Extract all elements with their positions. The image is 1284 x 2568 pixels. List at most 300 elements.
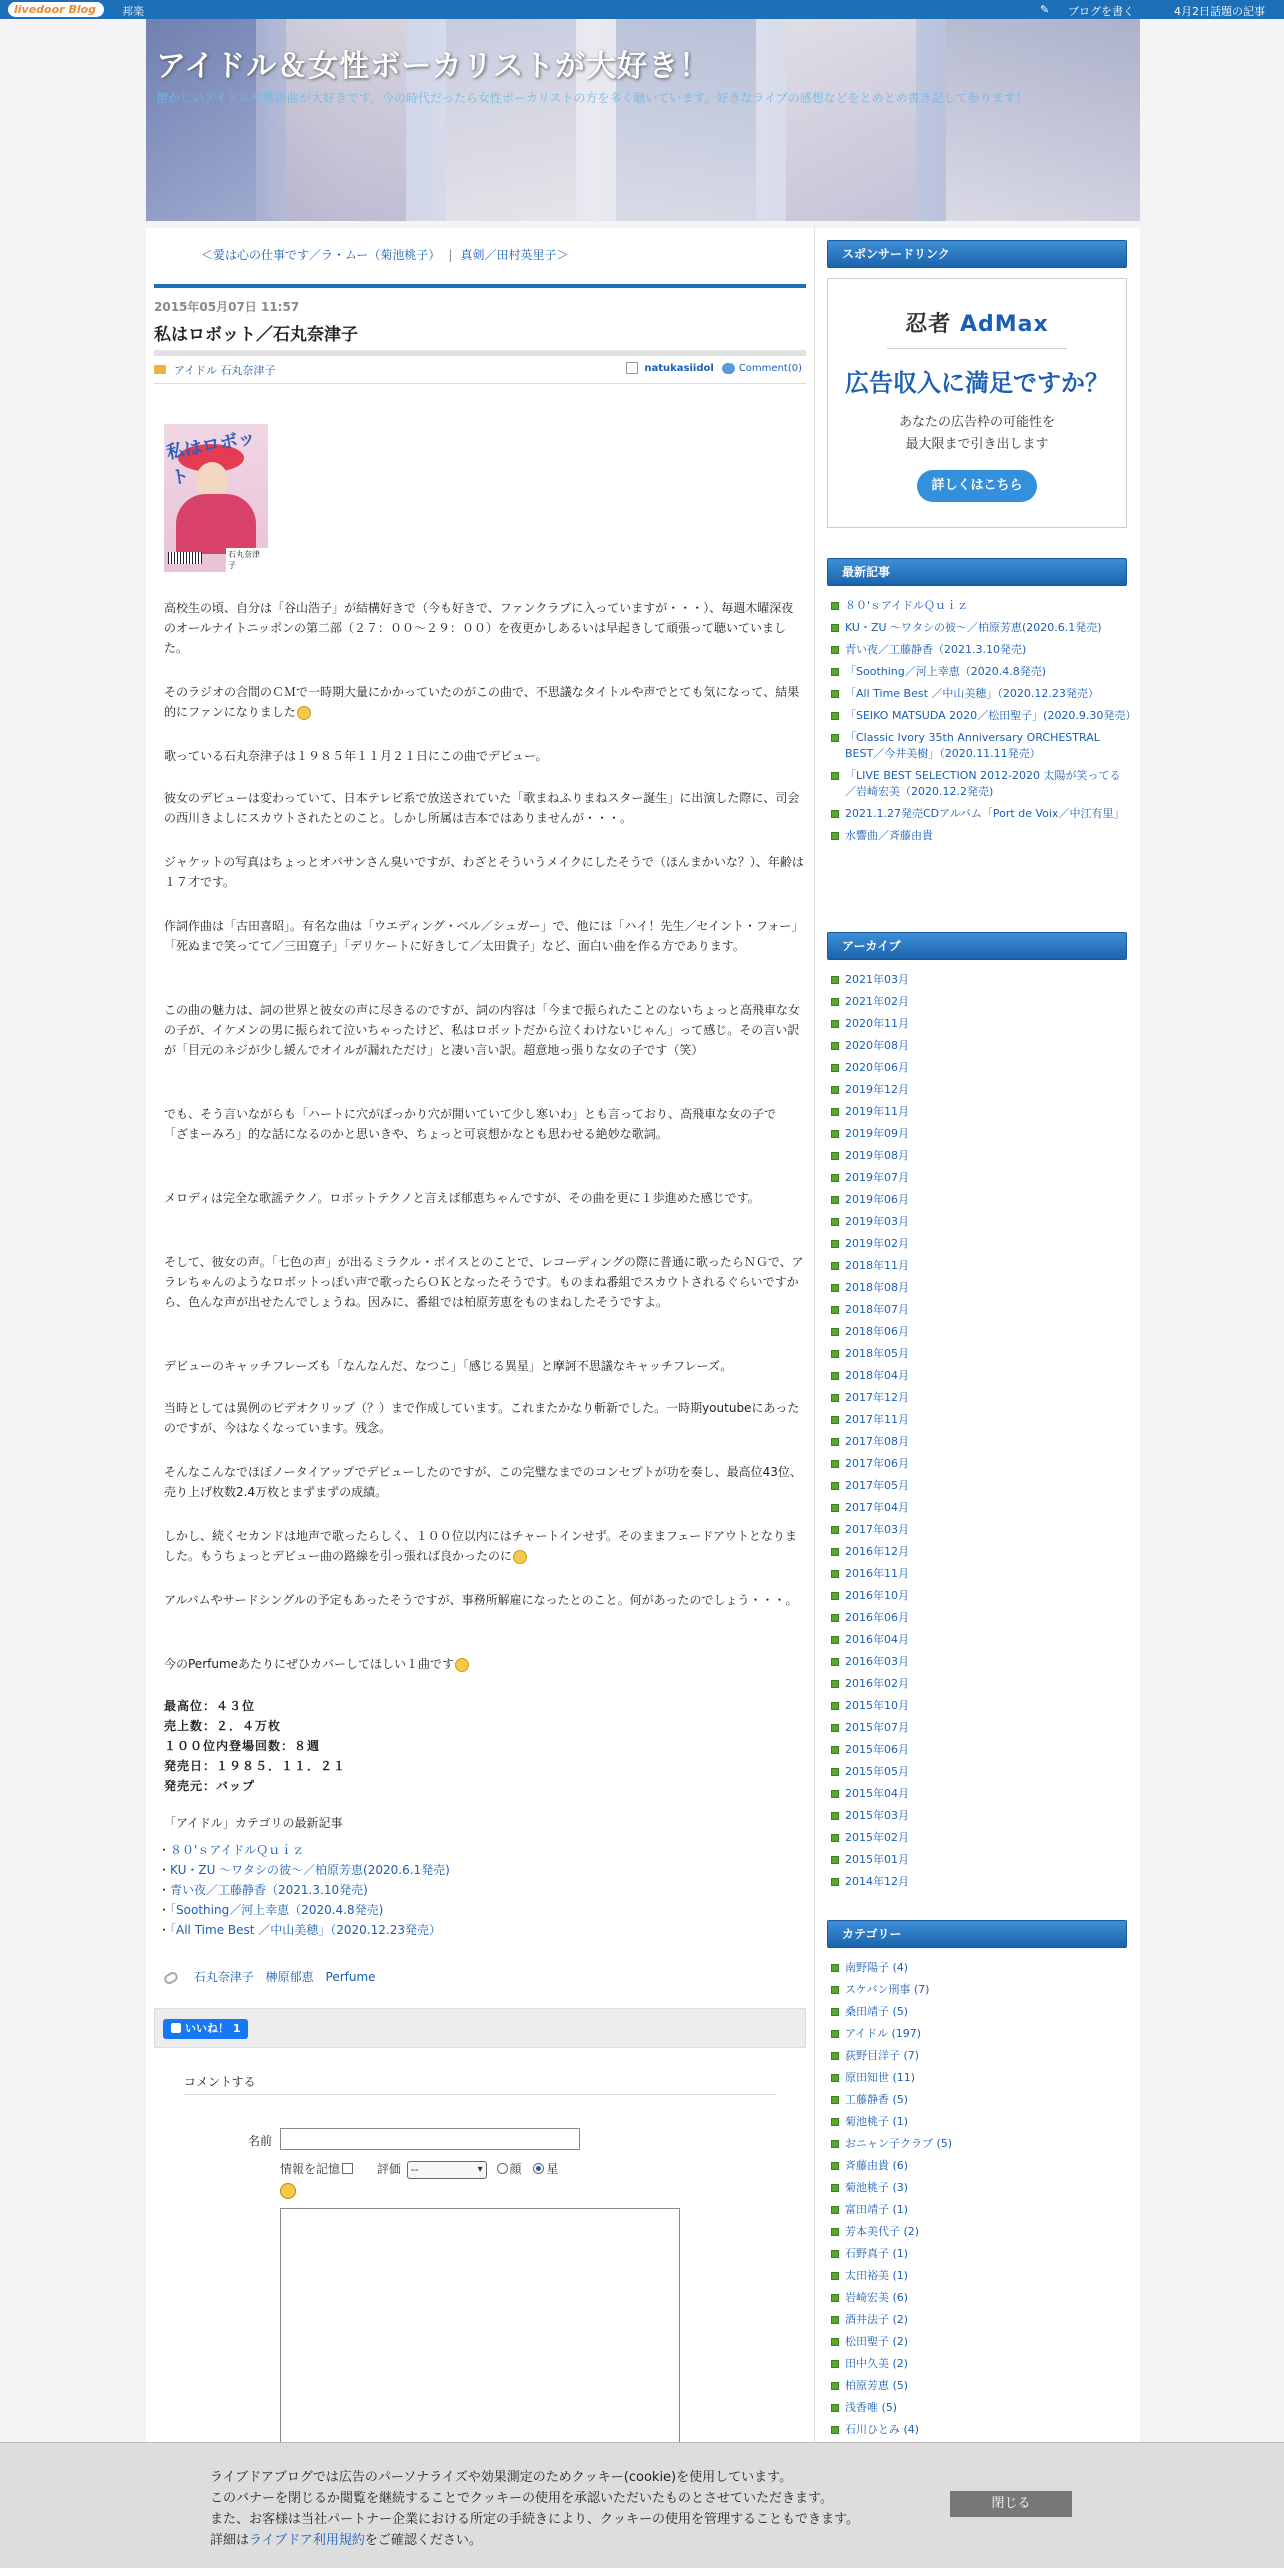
genre-link[interactable]: 邦楽 <box>122 5 144 18</box>
chart-stats <box>164 1696 804 1796</box>
post-paragraph: そのラジオの合間のＣＭで一時期大量にかかっていたのがこの曲で、不思議なタイトルや声でとても気になって、結果的にファンになりました <box>164 685 800 719</box>
list-bullet-icon <box>831 772 839 780</box>
recent-post-link[interactable]: ８０'ｓアイドルＱｕｉｚ <box>170 1843 305 1857</box>
sidebar-item <box>831 1148 1131 1164</box>
sidebar-item <box>831 686 1131 702</box>
tag-link[interactable]: 石丸奈津子 <box>193 1970 254 1984</box>
sidebar-item <box>831 1830 1131 1846</box>
sidebar-link[interactable]: 2020年06月 <box>845 1061 909 1074</box>
cover-body <box>176 494 256 554</box>
sidebar-link[interactable]: 2021年03月 <box>845 973 909 986</box>
sidebar-link[interactable]: 南野陽子 (4) <box>845 1961 909 1974</box>
list-bullet-icon <box>831 1130 839 1138</box>
cover-barcode <box>168 552 202 564</box>
tag-clip-icon <box>162 1970 179 1986</box>
sidebar-link[interactable]: 桑田靖子 (5) <box>845 2005 909 2018</box>
list-item <box>170 1920 450 1940</box>
recent-post-link[interactable]: 「Soothing／河上幸恵（2020.4.8発売) <box>170 1903 384 1917</box>
list-bullet-icon <box>831 1856 839 1864</box>
sidebar-link[interactable]: 青い夜／工藤静香（2021.3.10発売) <box>845 643 1027 656</box>
star-radio[interactable] <box>533 2163 544 2174</box>
list-bullet-icon <box>831 1986 839 1994</box>
sidebar-link[interactable]: 2017年05月 <box>845 1479 909 1492</box>
list-bullet-icon <box>831 2118 839 2126</box>
sidebar-item <box>831 1522 1131 1538</box>
sidebar-link[interactable]: 2017年04月 <box>845 1501 909 1514</box>
cookie-close-button[interactable]: 閉じる <box>950 2491 1072 2517</box>
category-link[interactable]: 石丸奈津子 <box>220 364 276 377</box>
sidebar-item <box>831 1500 1131 1516</box>
post-paragraph: そして、彼女の声。「七色の声」が出るミラクル・ボイスとのことで、レコーディングの際に普通に歌ったらＮＧで、アラレちゃんのようなロボットっぽい声で歌ったらＯＫとなったそうです。ものまね番組でスカウトされるぐらいですから、色んな声が出せたんでしょうね。因みに、番組では柏原芳恵をものまねしたそうですよ。 <box>164 1255 804 1309</box>
sidebar-link[interactable]: 2016年11月 <box>845 1567 909 1580</box>
list-bullet-icon <box>831 1328 839 1336</box>
sidebar-item <box>831 2070 1131 2086</box>
sidebar-item <box>831 1324 1131 1340</box>
sidebar-item <box>831 1960 1131 1976</box>
sidebar-item <box>831 2180 1131 2196</box>
list-bullet-icon <box>831 624 839 632</box>
list-bullet-icon <box>831 1064 839 1072</box>
list-bullet-icon <box>831 2140 839 2148</box>
list-bullet-icon <box>831 1284 839 1292</box>
category-heading: カテゴリー <box>827 1920 1127 1948</box>
sidebar-item <box>831 1082 1131 1098</box>
sidebar-link[interactable]: 2021年02月 <box>845 995 909 1008</box>
post-top-rule <box>154 284 806 288</box>
list-bullet-icon <box>831 1086 839 1094</box>
sidebar-link[interactable]: 2018年08月 <box>845 1281 909 1294</box>
list-bullet-icon <box>831 602 839 610</box>
sidebar-item <box>831 1126 1131 1142</box>
recent-post-link[interactable]: KU・ZU ～ワタシの彼～／柏原芳恵(2020.6.1発売) <box>170 1863 450 1877</box>
sidebar-link[interactable]: 2017年06月 <box>845 1457 909 1470</box>
list-bullet-icon <box>831 1218 839 1226</box>
sidebar-link[interactable]: 斉藤由貴 (6) <box>845 2159 909 2172</box>
ad-brand: 忍者 AdMax <box>905 312 1049 337</box>
face-radio[interactable] <box>497 2163 508 2174</box>
title-divider <box>154 350 806 356</box>
ad-divider <box>887 348 1067 349</box>
sidebar-item <box>831 1478 1131 1494</box>
sidebar-link[interactable]: 2019年07月 <box>845 1171 909 1184</box>
sidebar-link[interactable]: 2016年03月 <box>845 1655 909 1668</box>
comment-divider <box>184 2094 776 2095</box>
list-bullet-icon <box>831 1504 839 1512</box>
sidebar-link[interactable]: 2016年12月 <box>845 1545 909 1558</box>
post-paragraph: 高校生の頃、自分は「谷山浩子」が結構好きで（今も好きで、ファンクラブに入っていますが・・・）、毎週木曜深夜のオールナイトニッポンの第二部（２７：００～２９：００）を夜更かしあるいは早起きして頑張って聴いていました。 <box>164 601 794 655</box>
sidebar-item <box>831 1038 1131 1054</box>
list-bullet-icon <box>831 2074 839 2082</box>
blog-title[interactable]: アイドル＆女性ボーカリストが大好き！ <box>156 49 711 84</box>
prev-post-link[interactable]: ＜愛は心の仕事です／ラ・ムー（菊池桃子） <box>201 248 441 262</box>
list-bullet-icon <box>831 2338 839 2346</box>
list-bullet-icon <box>831 646 839 654</box>
category-list <box>831 1960 1131 2444</box>
cover-artist: 石丸奈津子 <box>226 548 268 572</box>
sidebar-item <box>831 1104 1131 1120</box>
sidebar-link[interactable]: 2020年11月 <box>845 1017 909 1030</box>
stat-line: 発売元：バップ <box>164 1779 256 1793</box>
sidebar-link[interactable]: 水響曲／斉藤由貴 <box>845 829 933 842</box>
sidebar-link[interactable]: 2021.1.27発売CDアルバム「Port de Voix／中江有里」 <box>845 807 1125 820</box>
sidebar-link[interactable]: おニャン子クラブ (5) <box>845 2137 953 2150</box>
list-bullet-icon <box>831 1964 839 1972</box>
rating-select[interactable] <box>407 2161 487 2179</box>
sidebar-item <box>831 620 1131 636</box>
sidebar-link[interactable]: 2019年09月 <box>845 1127 909 1140</box>
sidebar-link[interactable]: 2014年12月 <box>845 1875 909 1888</box>
sidebar-item <box>831 1764 1131 1780</box>
comment-options <box>280 2160 558 2179</box>
sidebar-link[interactable]: 工藤静香 (5) <box>845 2093 909 2106</box>
recent-posts-heading: 最新記事 <box>827 558 1127 586</box>
sidebar-link[interactable]: 石野真子 (1) <box>845 2247 909 2260</box>
sidebar-link[interactable]: 2015年02月 <box>845 1831 909 1844</box>
sidebar-link[interactable]: 2020年08月 <box>845 1039 909 1052</box>
list-bullet-icon <box>831 2382 839 2390</box>
pencil-icon: ✎ <box>1040 3 1050 16</box>
sidebar-item <box>831 2356 1131 2372</box>
remember-checkbox[interactable] <box>342 2163 353 2174</box>
sidebar-item <box>831 2312 1131 2328</box>
sidebar-link[interactable]: 2019年03月 <box>845 1215 909 1228</box>
like-label: いいね！ 1 <box>185 2022 241 2035</box>
sidebar-link[interactable]: 菊池桃子 (1) <box>845 2115 909 2128</box>
stat-line: 発売日：１９８５．１１．２１ <box>164 1759 347 1773</box>
comment-count-link[interactable]: Comment(0) <box>738 363 802 374</box>
post-paragraph: メロディは完全な歌謡テクノ。ロボットテクノと言えば郁恵ちゃんですが、その曲を更に１歩進めた感じです。 <box>164 1191 760 1205</box>
sidebar-link[interactable]: 2015年01月 <box>845 1853 909 1866</box>
list-bullet-icon <box>831 1372 839 1380</box>
post-navigation <box>201 246 568 263</box>
sidebar-link[interactable]: 2016年04月 <box>845 1633 909 1646</box>
list-bullet-icon <box>831 2272 839 2280</box>
sidebar-link[interactable]: 2018年07月 <box>845 1303 909 1316</box>
sidebar-item <box>831 1632 1131 1648</box>
sidebar-item <box>831 994 1131 1010</box>
list-bullet-icon <box>831 1460 839 1468</box>
list-bullet-icon <box>831 734 839 742</box>
sidebar-item <box>831 1280 1131 1296</box>
post-paragraph: この曲の魅力は、詞の世界と彼女の声に尽きるのですが、詞の内容は「今まで振られたことのないちょっと高飛車な女の子が、イケメンの男に振られて泣いちゃったけど、私はロボットだから泣くわけないじゃん」って感じ。その言い訳が「目元のネジが少し緩んでオイルが漏れただけ」と凄い言い訳。超意地っ張りな女の子です（笑） <box>164 1003 801 1057</box>
ad-banner[interactable] <box>827 278 1127 528</box>
sidebar-link[interactable]: 2015年06月 <box>845 1743 909 1756</box>
post-categories <box>174 362 276 378</box>
sidebar-link[interactable]: 松田聖子 (2) <box>845 2335 909 2348</box>
folder-icon <box>154 365 166 374</box>
sidebar-link[interactable]: 2017年03月 <box>845 1523 909 1536</box>
sidebar-link[interactable]: 2019年02月 <box>845 1237 909 1250</box>
post-paragraph: 当時としては異例のビデオクリップ（？）まで作成しています。これまたかなり斬新でした。一時期youtubeにあったのですが、今はなくなっています。残念。 <box>164 1401 800 1435</box>
sidebar-item <box>831 2224 1131 2240</box>
sidebar-item <box>831 1412 1131 1428</box>
sidebar-link[interactable]: 2015年05月 <box>845 1765 909 1778</box>
sidebar-item <box>831 2290 1131 2306</box>
sidebar-item <box>831 2136 1131 2152</box>
sidebar-link[interactable]: 2017年08月 <box>845 1435 909 1448</box>
list-bullet-icon <box>831 1812 839 1820</box>
sidebar-item <box>831 1434 1131 1450</box>
sidebar-item <box>831 2114 1131 2130</box>
sidebar-item <box>831 1852 1131 1868</box>
trending-link[interactable]: 4月2日話題の記事 <box>1174 5 1265 18</box>
sidebar-item <box>831 1982 1131 1998</box>
list-bullet-icon <box>831 998 839 1006</box>
logo-text: livedoor <box>14 3 65 16</box>
list-bullet-icon <box>831 1614 839 1622</box>
star-label: 星 <box>546 2162 559 2176</box>
sidebar-item <box>831 2202 1131 2218</box>
list-bullet-icon <box>831 1416 839 1424</box>
sidebar-item <box>831 2004 1131 2020</box>
sidebar-item <box>831 1456 1131 1472</box>
list-bullet-icon <box>831 2316 839 2324</box>
list-bullet-icon <box>831 2206 839 2214</box>
sidebar-item <box>831 828 1131 844</box>
sidebar-item <box>831 2400 1131 2416</box>
sidebar-link[interactable]: 石川ひとみ (4) <box>845 2423 920 2436</box>
list-bullet-icon <box>831 1042 839 1050</box>
terms-link[interactable]: ライブドア利用規約 <box>249 2533 365 2548</box>
list-bullet-icon <box>831 2030 839 2038</box>
list-bullet-icon <box>831 712 839 720</box>
sidebar-item <box>831 2158 1131 2174</box>
list-bullet-icon <box>831 1350 839 1358</box>
archive-list <box>831 972 1131 1896</box>
comment-icon <box>722 363 735 374</box>
single-cover-image[interactable] <box>164 424 268 572</box>
sidebar-link[interactable]: 菊池桃子 (3) <box>845 2181 909 2194</box>
list-bullet-icon <box>831 1702 839 1710</box>
sidebar-link[interactable]: 田中久美 (2) <box>845 2357 909 2370</box>
sidebar-item <box>831 1742 1131 1758</box>
sidebar-item <box>831 2334 1131 2350</box>
sidebar-link[interactable]: 2018年04月 <box>845 1369 909 1382</box>
comment-heading: コメントする <box>184 2075 256 2089</box>
blog-header <box>146 19 1140 221</box>
sidebar-link[interactable]: 「All Time Best ／中山美穂」（2020.12.23発売） <box>845 687 1099 700</box>
sidebar-item <box>831 2092 1131 2108</box>
sidebar-item <box>831 598 1131 614</box>
list-bullet-icon <box>831 1394 839 1402</box>
list-bullet-icon <box>831 1724 839 1732</box>
sidebar-link[interactable]: 富田靖子 (1) <box>845 2203 909 2216</box>
list-bullet-icon <box>831 1438 839 1446</box>
list-bullet-icon <box>831 1020 839 1028</box>
stat-line: 最高位：４３位 <box>164 1699 256 1713</box>
sidebar-item <box>831 1368 1131 1384</box>
sidebar-link[interactable]: 太田裕美 (1) <box>845 2269 909 2282</box>
ad-details-button[interactable]: 詳しくはこちら <box>917 470 1037 502</box>
sidebar-item <box>831 1302 1131 1318</box>
list-item <box>170 1840 450 1860</box>
post-title[interactable]: 私はロボット／石丸奈津子 <box>154 325 358 345</box>
list-bullet-icon <box>831 976 839 984</box>
sidebar-link[interactable]: 2016年06月 <box>845 1611 909 1624</box>
list-bullet-icon <box>831 2008 839 2016</box>
post-paragraph: アルバムやサードシングルの予定もあったそうですが、事務所解雇になったとのこと。何があったのでしょう・・・。 <box>164 1593 798 1607</box>
recent-post-link[interactable]: 青い夜／工藤静香（2021.3.10発売) <box>170 1883 368 1897</box>
rating-select-value: -- <box>410 2162 419 2176</box>
list-bullet-icon <box>831 1240 839 1248</box>
sidebar-link[interactable]: 2017年12月 <box>845 1391 909 1404</box>
list-bullet-icon <box>831 2360 839 2368</box>
sidebar-item <box>831 730 1131 762</box>
list-bullet-icon <box>831 1658 839 1666</box>
list-bullet-icon <box>831 1152 839 1160</box>
category-link[interactable]: アイドル <box>174 364 218 377</box>
sidebar-link[interactable]: 2015年10月 <box>845 1699 909 1712</box>
list-bullet-icon <box>831 1834 839 1842</box>
list-bullet-icon <box>831 2426 839 2434</box>
sidebar-link[interactable]: 2017年11月 <box>845 1413 909 1426</box>
write-blog-link[interactable]: ブログを書く <box>1068 5 1134 18</box>
sidebar-item <box>831 1588 1131 1604</box>
sidebar-link[interactable]: ８０'ｓアイドルＱｕｉｚ <box>845 599 969 612</box>
sidebar-link[interactable]: 酒井法子 (2) <box>845 2313 909 2326</box>
list-bullet-icon <box>831 2250 839 2258</box>
sidebar-link[interactable]: 「SEIKO MATSUDA 2020／松田聖子」(2020.9.30発売） <box>845 709 1137 722</box>
stat-line: 売上数：２．４万枚 <box>164 1719 282 1733</box>
sidebar-item <box>831 1544 1131 1560</box>
list-bullet-icon <box>831 1174 839 1182</box>
sidebar-item <box>831 1610 1131 1626</box>
tag-link[interactable]: 榊原郁恵 <box>265 1970 314 1984</box>
livedoor-blog-logo[interactable] <box>8 2 104 17</box>
sidebar-link[interactable]: 2016年10月 <box>845 1589 909 1602</box>
next-post-link[interactable]: 真剣／田村英里子＞ <box>460 248 569 262</box>
sidebar-link[interactable]: スケバン刑事 (7) <box>845 1983 930 1996</box>
sidebar-item <box>831 972 1131 988</box>
remember-label: 情報を記憶 <box>280 2162 341 2176</box>
user-icon <box>626 362 638 374</box>
list-bullet-icon <box>831 1680 839 1688</box>
sidebar-item <box>831 1786 1131 1802</box>
sidebar-item <box>831 768 1131 800</box>
emoji-icon <box>297 706 311 720</box>
emoji-picker-icon[interactable] <box>280 2183 296 2199</box>
sidebar-link[interactable]: 岩崎宏美 (6) <box>845 2291 909 2304</box>
sidebar-link[interactable]: 2018年11月 <box>845 1259 909 1272</box>
list-bullet-icon <box>831 2162 839 2170</box>
sidebar-item <box>831 708 1137 724</box>
sidebar-link[interactable]: 柏原芳恵 (5) <box>845 2379 909 2392</box>
sidebar-item <box>831 1720 1131 1736</box>
sidebar-item <box>831 642 1131 658</box>
sidebar-link[interactable]: 原田知世 (11) <box>845 2071 916 2084</box>
sidebar-item <box>831 2422 1131 2438</box>
sidebar-link[interactable]: 「Classic Ivory 35th Anniversary ORCHESTRAL BEST／今井美樹」（2020.11.11発売） <box>845 731 1100 760</box>
post-meta-right <box>626 362 802 374</box>
sidebar-link[interactable]: 「Soothing／河上幸恵（2020.4.8発売) <box>845 665 1047 678</box>
facebook-like-button[interactable] <box>163 2019 248 2039</box>
stat-line: １００位内登場回数：８週 <box>164 1739 321 1753</box>
name-input[interactable] <box>280 2128 580 2150</box>
list-item <box>170 1880 450 1900</box>
sidebar-item <box>831 1874 1131 1890</box>
sidebar-link[interactable]: 「LIVE BEST SELECTION 2012-2020 太陽が笑ってる／岩崎宏美（2020.12.2発売) <box>845 769 1121 798</box>
main-column <box>146 228 814 2568</box>
sidebar-link[interactable]: 2018年05月 <box>845 1347 909 1360</box>
sidebar-link[interactable]: 2018年06月 <box>845 1325 909 1338</box>
sidebar-item <box>831 1346 1131 1362</box>
sidebar-link[interactable]: 2015年04月 <box>845 1787 909 1800</box>
sidebar-link[interactable]: 2019年12月 <box>845 1083 909 1096</box>
header-photo <box>786 19 916 221</box>
post-paragraph: でも、そう言いながらも「ハートに穴がぽっかり穴が開いていて少し寒いわ」とも言っており、高飛車な女の子で 「ざまーみろ」的な話になるのかと思いきや、ちょっと可哀想かなとも思わせる絶妙な歌詞。 <box>164 1107 777 1141</box>
post-paragraph: 今のPerfumeあたりにぜひカバーしてほしい１曲です <box>164 1654 804 1674</box>
top-bar <box>0 0 1284 19</box>
sidebar-item <box>831 1566 1131 1582</box>
sidebar-link[interactable]: アイドル (197) <box>845 2027 922 2040</box>
sidebar-item <box>831 1258 1131 1274</box>
blog-description: 懐かしいアイドルや歌謡曲が大好きです。今の時代だったら女性ボーカリストの方を多く聴いています。好きなライブの感想などをとめとめ書き記して参ります！ <box>156 91 1028 105</box>
sidebar-item <box>831 2026 1131 2042</box>
sidebar-link[interactable]: 芳本美代子 (2) <box>845 2225 920 2238</box>
meta-divider <box>154 383 806 384</box>
sidebar-link[interactable]: 荻野目洋子 (7) <box>845 2049 920 2062</box>
author-link[interactable]: natukasiidol <box>644 363 714 374</box>
name-label: 名前 <box>248 2134 273 2148</box>
list-bullet-icon <box>831 1262 839 1270</box>
sidebar-link[interactable]: KU・ZU ～ワタシの彼～／柏原芳恵(2020.6.1発売) <box>845 621 1102 634</box>
post-paragraph: そんなこんなでほぼノータイアップでデビューしたのですが、この完璧なまでのコンセプトが功を奏し、最高位43位、売り上げ枚数2.4万枚とまずまずの成績。 <box>164 1465 802 1499</box>
sidebar-link[interactable]: 浅香唯 (5) <box>845 2401 898 2414</box>
sidebar-item <box>831 2246 1131 2262</box>
archive-heading: アーカイブ <box>827 932 1127 960</box>
list-bullet-icon <box>831 810 839 818</box>
sidebar-link[interactable]: 2019年06月 <box>845 1193 909 1206</box>
sidebar-item <box>831 1676 1131 1692</box>
category-recent-list <box>170 1840 450 1940</box>
sidebar-item <box>831 1236 1131 1252</box>
list-bullet-icon <box>831 2184 839 2192</box>
sidebar-link[interactable]: 2019年11月 <box>845 1105 909 1118</box>
sidebar-link[interactable]: 2016年02月 <box>845 1677 909 1690</box>
list-bullet-icon <box>831 1878 839 1886</box>
sidebar-link[interactable]: 2015年07月 <box>845 1721 909 1734</box>
sidebar-item <box>831 664 1131 680</box>
sidebar-item <box>831 1214 1131 1230</box>
list-bullet-icon <box>831 1306 839 1314</box>
list-bullet-icon <box>831 2404 839 2412</box>
tag-link[interactable]: Perfume <box>325 1970 376 1984</box>
nav-separator: | <box>448 248 453 262</box>
sidebar-item <box>831 1808 1131 1824</box>
post-paragraph: ジャケットの写真はちょっとオバサンさん臭いですが、わざとそういうメイクにしたそうで（ほんまかいな？）、年齢は１７才です。 <box>164 855 804 889</box>
list-bullet-icon <box>831 1482 839 1490</box>
list-bullet-icon <box>831 1108 839 1116</box>
sidebar-link[interactable]: 2019年08月 <box>845 1149 909 1162</box>
list-bullet-icon <box>831 2294 839 2302</box>
post-meta <box>154 362 806 378</box>
list-bullet-icon <box>831 1548 839 1556</box>
list-bullet-icon <box>831 2228 839 2236</box>
post-paragraph: 彼女のデビューは変わっていて、日本テレビ系で放送されていた「歌まねふりまねスター誕生」に出演した際に、司会の西川きよしにスカウトされたとのこと。しかし所属は吉本ではありませんが・・・。 <box>164 791 800 825</box>
facebook-icon <box>171 2023 181 2033</box>
list-item <box>170 1860 450 1880</box>
recent-posts-list <box>831 598 1137 850</box>
rating-label: 評価 <box>376 2162 401 2176</box>
emoji-icon <box>455 1658 469 1672</box>
sidebar-link[interactable]: 2015年03月 <box>845 1809 909 1822</box>
cover-title: 私はロボット <box>164 427 258 490</box>
recent-post-link[interactable]: 「All Time Best ／中山美穂」（2020.12.23発売） <box>170 1923 441 1937</box>
post-paragraph: 作詞作曲は「古田喜昭」。有名な曲は「ウエディング・ベル／シュガー」で、他には「ハイ！先生／セイント・フォー」「死ぬまで笑ってて／三田寛子」「デリケートに好きして／太田貴子」など、面白い曲を作る方であります。 <box>164 919 804 953</box>
post-date: 2015年05月07日 11:57 <box>154 300 300 314</box>
list-bullet-icon <box>831 1570 839 1578</box>
list-bullet-icon <box>831 1768 839 1776</box>
